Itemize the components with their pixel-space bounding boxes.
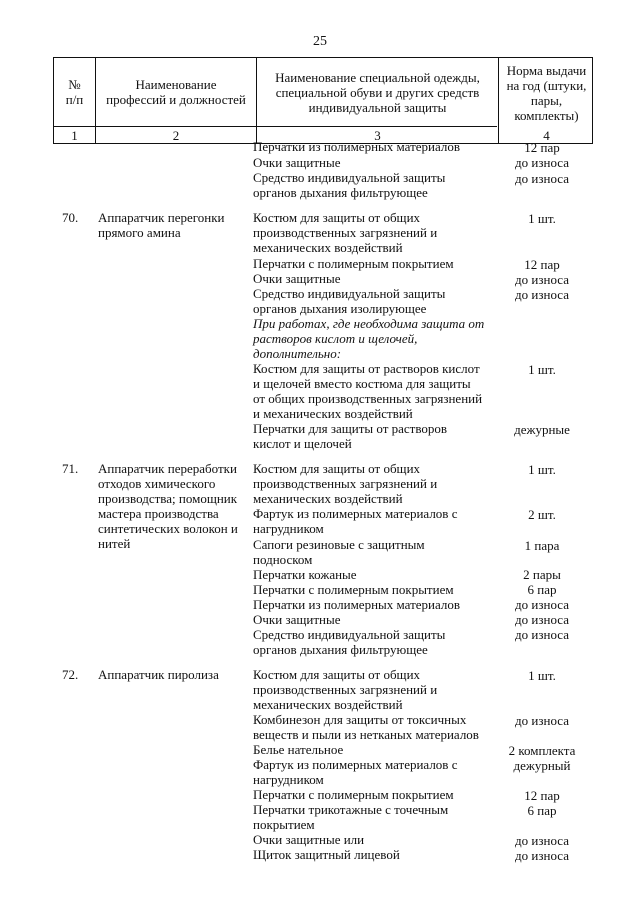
item-norm: 6 пар <box>527 582 557 597</box>
item-name: Костюм для защиты от общих <box>253 667 421 682</box>
header-text: на год (штуки, <box>506 78 587 93</box>
item-name: органов дыхания фильтрующее <box>253 185 428 200</box>
item-name: Средство индивидуальной защиты <box>253 627 446 642</box>
item-name: Сапоги резиновые с защитным <box>253 537 425 552</box>
item-norm: 1 пара <box>524 538 560 553</box>
item-note: При работах, где необходима защита от <box>253 316 485 331</box>
item-name: Очки защитные <box>253 612 341 627</box>
item-name: Костюм для защиты от растворов кислот <box>253 361 480 376</box>
profession-name: отходов химического <box>98 476 216 491</box>
item-name: Костюм для защиты от общих <box>253 210 421 225</box>
item-name: покрытием <box>253 817 315 832</box>
item-name: Комбинезон для защиты от токсичных <box>253 712 467 727</box>
item-name: Очки защитные <box>253 155 341 170</box>
header-text: п/п <box>65 92 84 107</box>
item-norm: 2 пары <box>523 567 561 582</box>
entry-number: 71. <box>62 461 79 476</box>
header-text: Норма выдачи <box>506 63 587 78</box>
item-norm: 12 пар <box>524 257 560 272</box>
item-norm: 1 шт. <box>528 362 556 377</box>
page-number: 25 <box>313 34 327 49</box>
item-norm: 2 шт. <box>528 507 556 522</box>
item-norm: 6 пар <box>527 803 557 818</box>
item-name: Перчатки из полимерных материалов <box>253 597 461 612</box>
item-name: от общих производственных загрязнений <box>253 391 483 406</box>
header-text: № <box>68 77 81 92</box>
item-name: производственных загрязнений и <box>253 476 438 491</box>
item-note: дополнительно: <box>253 346 342 361</box>
item-name: производственных загрязнений и <box>253 225 438 240</box>
column-number: 3 <box>374 128 381 143</box>
item-name: механических воздействий <box>253 697 403 712</box>
item-name: Фартук из полимерных материалов с <box>253 506 458 521</box>
item-norm: до износа <box>515 848 569 863</box>
header-text: комплекты) <box>514 108 579 123</box>
item-name: Перчатки кожаные <box>253 567 357 582</box>
item-name: и механических воздействий <box>253 406 413 421</box>
profession-name: нитей <box>98 536 131 551</box>
profession-name: Аппаратчик переработки <box>98 461 237 476</box>
item-norm: до износа <box>515 597 569 612</box>
item-name: Перчатки из полимерных материалов <box>253 139 461 154</box>
item-norm: 12 пар <box>524 140 560 155</box>
item-name: Фартук из полимерных материалов с <box>253 757 458 772</box>
column-number: 4 <box>543 128 550 143</box>
profession-name: Аппаратчик пиролиза <box>98 667 219 682</box>
item-name: Очки защитные или <box>253 832 365 847</box>
header-text: пары, <box>530 93 563 108</box>
entry-number: 70. <box>62 210 79 225</box>
item-norm: до износа <box>515 272 569 287</box>
item-name: Перчатки для защиты от растворов <box>253 421 448 436</box>
header-text: профессий и должностей <box>106 92 246 107</box>
item-norm: до износа <box>515 627 569 642</box>
item-norm: до износа <box>515 833 569 848</box>
item-name: нагрудником <box>253 772 324 787</box>
item-name: Перчатки с полимерным покрытием <box>253 787 454 802</box>
header-col-number <box>54 58 95 126</box>
item-norm: до износа <box>515 612 569 627</box>
item-norm: 1 шт. <box>528 211 556 226</box>
profession-name: Аппаратчик перегонки <box>98 210 225 225</box>
column-number: 2 <box>172 128 180 143</box>
header-col-profession <box>96 58 256 126</box>
item-name: механических воздействий <box>253 491 403 506</box>
item-norm: 12 пар <box>524 788 560 803</box>
item-norm: 1 шт. <box>528 668 556 683</box>
item-name: производственных загрязнений и <box>253 682 438 697</box>
item-name: кислот и щелочей <box>253 436 352 451</box>
item-norm: дежурные <box>514 422 570 437</box>
item-name: Перчатки с полимерным покрытием <box>253 256 454 271</box>
table-header <box>53 57 593 144</box>
item-name: механических воздействий <box>253 240 403 255</box>
item-name: органов дыхания изолирующее <box>253 301 427 316</box>
header-text: индивидуальной защиты <box>308 99 447 115</box>
item-norm: дежурный <box>513 758 571 773</box>
item-norm: до износа <box>515 713 569 728</box>
header-text: Наименование специальной одежды, <box>275 69 480 85</box>
item-name: Очки защитные <box>253 271 341 286</box>
item-name: нагрудником <box>253 521 324 536</box>
profession-name: производства; помощник <box>98 491 238 506</box>
item-name: Средство индивидуальной защиты <box>253 170 446 185</box>
item-name: Перчатки с полимерным покрытием <box>253 582 454 597</box>
column-number: 1 <box>71 128 78 143</box>
item-name: Щиток защитный лицевой <box>253 847 400 862</box>
header-text: специальной обуви и других средств <box>275 84 480 100</box>
header-text: Наименование <box>135 77 217 92</box>
item-name: Перчатки трикотажные с точечным <box>253 802 449 817</box>
item-name: органов дыхания фильтрующее <box>253 642 428 657</box>
item-norm: до износа <box>515 171 569 186</box>
profession-name: прямого амина <box>98 225 181 240</box>
item-name: веществ и пыли из нетканых материалов <box>253 727 479 742</box>
item-name: Средство индивидуальной защиты <box>253 286 446 301</box>
item-norm: 1 шт. <box>528 462 556 477</box>
item-norm: до износа <box>515 287 569 302</box>
item-name: Белье нательное <box>253 742 344 757</box>
profession-name: синтетических волокон и <box>98 521 238 536</box>
item-name: Костюм для защиты от общих <box>253 461 421 476</box>
profession-name: мастера производства <box>98 506 219 521</box>
header-col-equipment <box>257 58 498 126</box>
item-norm: 2 комплекта <box>508 743 576 758</box>
item-note: растворов кислот и щелочей, <box>253 331 418 346</box>
item-name: и щелочей вместо костюма для защиты <box>253 376 471 391</box>
item-name: подноском <box>253 552 313 567</box>
entry-number: 72. <box>62 667 79 682</box>
item-norm: до износа <box>515 155 569 170</box>
